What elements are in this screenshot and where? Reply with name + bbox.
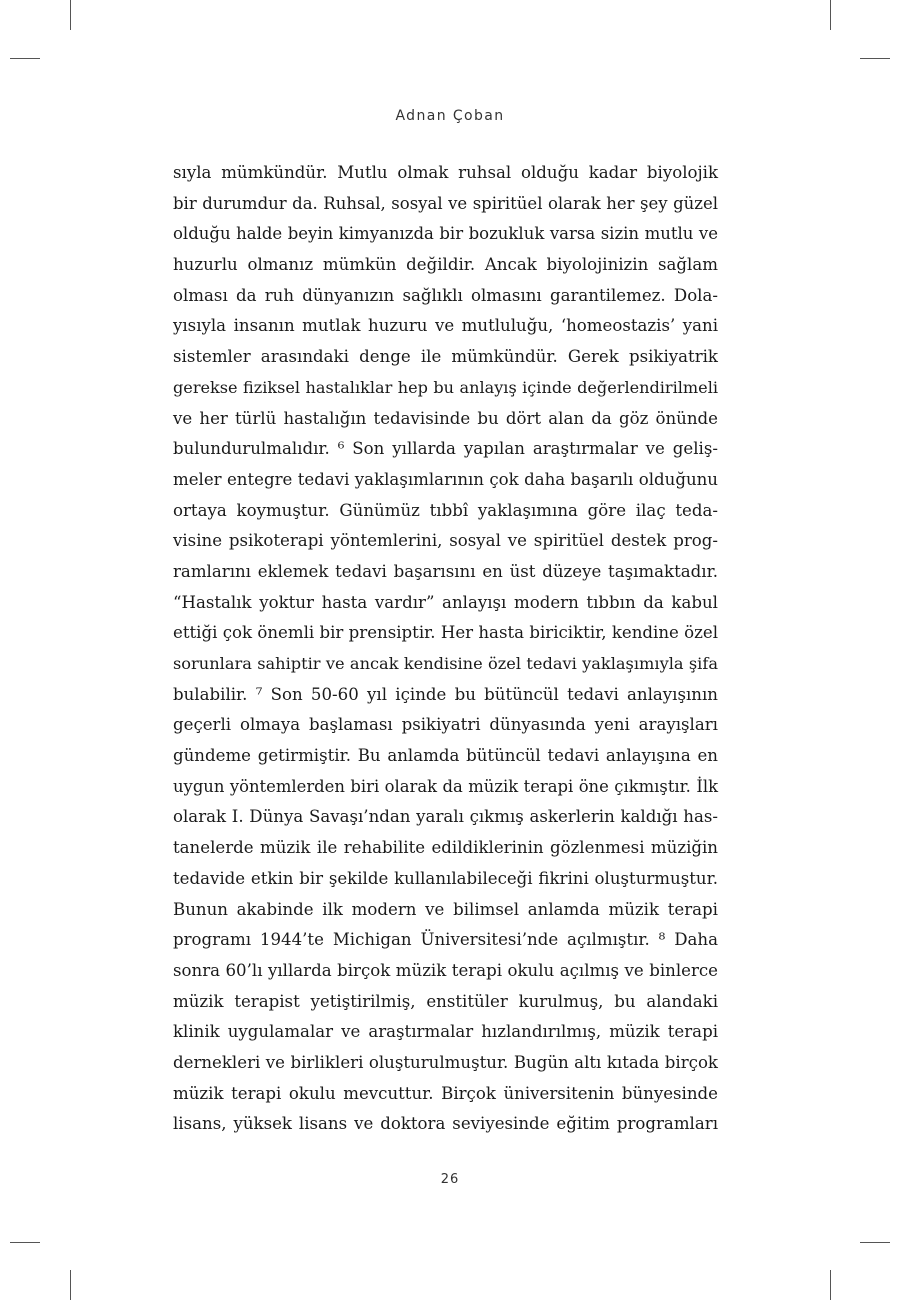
crop-mark-left-bottom [10, 1242, 40, 1243]
crop-mark-left-top [10, 58, 40, 59]
page-number: 26 [440, 1172, 460, 1187]
body-line: bulabilir. ⁷ Son 50-60 yıl içinde bu bütüncül tedavi anlayışının [173, 684, 718, 704]
body-line: visine psikoterapi yöntemlerini, sosyal ve spiritüel destek prog- [173, 531, 718, 551]
body-line: tedavide etkin bir şekilde kullanılabileceği fikrini oluşturmuştur. [173, 868, 718, 888]
body-line: gerekse fiziksel hastalıklar hep bu anlayış içinde değerlendirilmeli [173, 377, 718, 397]
body-line: dernekleri ve birlikleri oluşturulmuştur. Bugün altı kıtada birçok [173, 1052, 718, 1072]
crop-mark-top-left [70, 0, 71, 30]
body-line: olarak I. Dünya Savaşı’ndan yaralı çıkmış askerlerin kaldığı has- [173, 807, 718, 827]
body-line: geçerli olmaya başlaması psikiyatri dünyasında yeni arayışları [173, 715, 718, 735]
body-line: ortaya koymuştur. Günümüz tıbbî yaklaşımına göre ilaç teda- [173, 500, 718, 520]
body-line: programı 1944’te Michigan Üniversitesi’nde açılmıştır. ⁸ Daha [173, 930, 718, 950]
body-line: uygun yöntemlerden biri olarak da müzik terapi öne çıkmıştır. İlk [173, 776, 718, 796]
body-text [173, 158, 718, 1140]
body-line: “Hastalık yoktur hasta vardır” anlayışı modern tıbbın da kabul [173, 592, 718, 612]
body-line: ramlarını eklemek tedavi başarısını en üst düzeye taşımaktadır. [173, 561, 718, 581]
body-line: Bunun akabinde ilk modern ve bilimsel anlamda müzik terapi [173, 899, 718, 919]
crop-mark-top-right [830, 0, 831, 30]
body-line: olması da ruh dünyanızın sağlıklı olmasını garantilemez. Dola- [173, 285, 718, 305]
crop-mark-right-bottom [860, 1242, 890, 1243]
body-line: klinik uygulamalar ve araştırmalar hızlandırılmış, müzik terapi [173, 1022, 718, 1042]
crop-mark-right-top [860, 58, 890, 59]
body-line: sorunlara sahiptir ve ancak kendisine özel tedavi yaklaşımıyla şifa [173, 654, 718, 673]
body-line: huzurlu olmanız mümkün değildir. Ancak biyolojinizin sağlam [173, 255, 718, 275]
body-line: sonra 60’lı yıllarda birçok müzik terapi okulu açılmış ve binlerce [173, 960, 718, 980]
body-line: ve her türlü hastalığın tedavisinde bu dört alan da göz önünde [173, 408, 718, 428]
body-line: tanelerde müzik ile rehabilite edildiklerinin gözlenmesi müziğin [173, 838, 718, 858]
body-line: meler entegre tedavi yaklaşımlarının çok daha başarılı olduğunu [173, 469, 718, 489]
body-line: yısıyla insanın mutlak huzuru ve mutluluğu, ‘homeostazis’ yani [173, 316, 718, 336]
body-line: sıyla mümkündür. Mutlu olmak ruhsal olduğu kadar biyolojik [173, 163, 718, 182]
crop-mark-bottom-left [70, 1270, 71, 1300]
body-line: ettiği çok önemli bir prensiptir. Her hasta biriciktir, kendine özel [173, 623, 718, 643]
running-head: Adnan Çoban [395, 108, 505, 124]
body-line: bulundurulmalıdır. ⁶ Son yıllarda yapılan araştırmalar ve geliş- [173, 439, 718, 459]
body-line: lisans, yüksek lisans ve doktora seviyesinde eğitim programları [173, 1114, 718, 1134]
body-line: müzik terapi okulu mevcuttur. Birçok üniversitenin bünyesinde [173, 1083, 718, 1103]
body-line: gündeme getirmiştir. Bu anlamda bütüncül tedavi anlayışına en [173, 746, 718, 766]
crop-mark-bottom-right [830, 1270, 831, 1300]
body-line: sistemler arasındaki denge ile mümkündür. Gerek psikiyatrik [173, 347, 718, 367]
body-line: müzik terapist yetiştirilmiş, enstitüler kurulmuş, bu alandaki [173, 991, 718, 1011]
body-line: olduğu halde beyin kimyanızda bir bozukluk varsa sizin mutlu ve [173, 224, 718, 244]
body-line: bir durumdur da. Ruhsal, sosyal ve spiritüel olarak her şey güzel [173, 193, 718, 213]
